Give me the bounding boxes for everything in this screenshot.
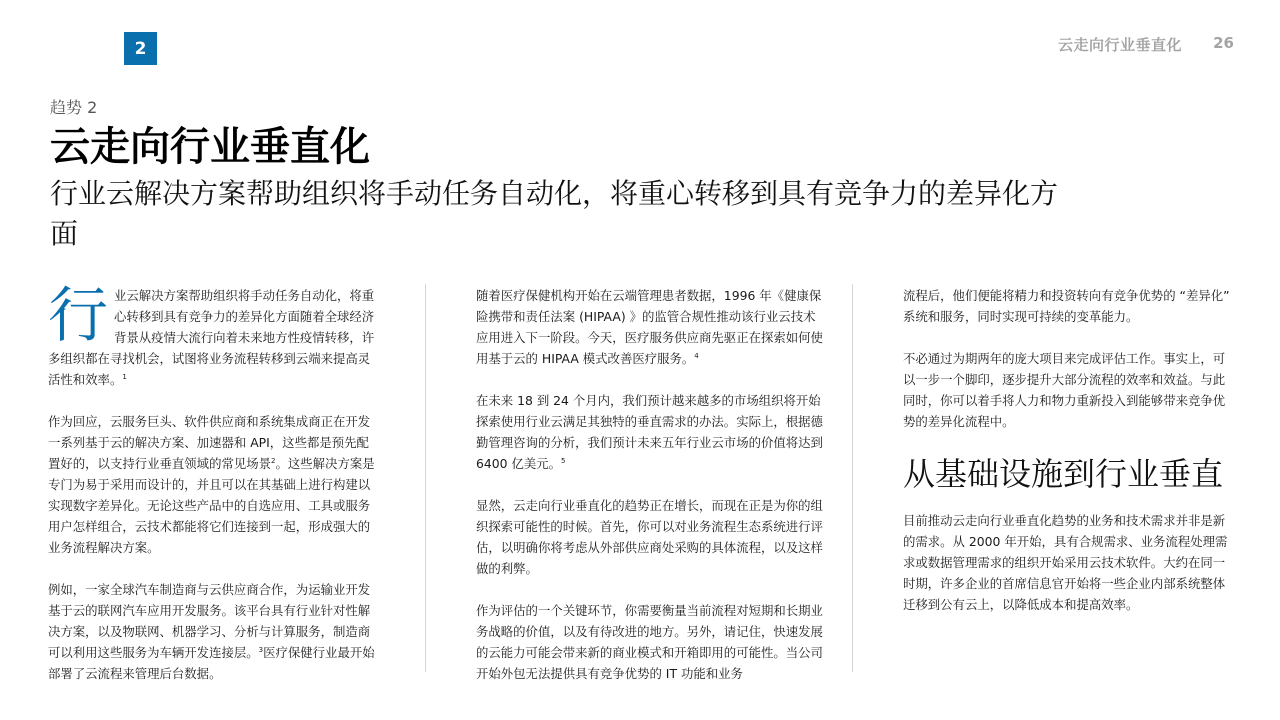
- paragraph: 目前推动云走向行业垂直化趋势的业务和技术需求并非是新的需求。从 2000 年开始，具有合规需求、业务流程处理需求或数据管理需求的组织开始采用云技术软件。大约在同一时期，许多企业的首席信息官开始将一些企业内部系统整体迁移到公有云上，以降低成本和提高效率。: [903, 513, 1228, 612]
- footnote-ref: 4: [694, 351, 699, 360]
- paragraph: [476, 390, 826, 474]
- text-column-3: [903, 285, 1231, 636]
- paragraph-text: 在未来 18 到 24 个月内，我们预计越来越多的市场组织将开始探索使用行业云满足其独特的垂直需求的办法。实际上，根据德勤管理咨询的分析，我们预计未来五年行业云市场的价值将达到 6400 亿美元。: [476, 393, 823, 471]
- paragraph-text: 业云解决方案帮助组织将手动任务自动化，将重心转移到具有竞争力的差异化方面随着全球经济背景从疫情大流行向着未来地方性疫情转移，许多组织都在寻找机会，试图将业务流程转移到云端来提高灵活性和效率。: [48, 288, 375, 387]
- paragraph-text: 。这些解决方案是专门为易于采用而设计的，并且可以在其基础上进行构建以实现数字差异化。无论这些产品中的自选应用、工具或服务用户怎样组合，云技术都能将它们连接到一起，形成强大的业务流程解决方案。: [48, 456, 375, 555]
- paragraph: 不必通过为期两年的庞大项目来完成评估工作。事实上，可以一步一个脚印，逐步提升大部分流程的效率和效益。与此同时，你可以着手将人力和物力重新投入到能够带来竞争优势的差异化流程中。: [903, 351, 1226, 429]
- page-subtitle: 行业云解决方案帮助组织将手动任务自动化，将重心转移到具有竞争力的差异化方面: [50, 177, 1059, 250]
- footnote-ref: 1: [122, 372, 127, 381]
- text-column-1: [48, 281, 378, 705]
- running-header-title: 云走向行业垂直化: [1057, 36, 1182, 54]
- footnote-ref: 2: [271, 456, 276, 465]
- paragraph-text: 医疗保健行业最开始部署了云流程来管理后台数据。: [48, 645, 375, 681]
- paragraph-text: 作为回应，云服务巨头、软件供应商和系统集成商正在开发一系列基于云的解决方案、加速器和 API，这些都是预先配置好的，以支持行业垂直领域的常见场景: [48, 414, 371, 471]
- paragraph: 作为评估的一个关键环节，你需要衡量当前流程对短期和长期业务战略的价值，以及有待改进的地方。另外，请记住，快速发展的云能力可能会带来新的商业模式和开箱即用的可能性。当公司开始外包无法提供具有竞争优势的 IT 功能和业务: [476, 603, 823, 681]
- paragraph-text: 随着医疗保健机构开始在云端管理患者数据，1996 年《健康保险携带和责任法案 (HIPAA) 》的监管合规性推动该行业云技术应用进入下一阶段。今天，医疗服务供应商先驱正在探索如何使用基于云的 HIPAA 模式改善医疗服务。: [476, 288, 823, 366]
- column-divider: [852, 284, 853, 672]
- column-divider: [425, 284, 426, 672]
- paragraph: [48, 579, 378, 684]
- footnote-ref: 5: [561, 456, 566, 465]
- paragraph-text: 例如，一家全球汽车制造商与云供应商合作，为运输业开发基于云的联网汽车应用开发服务。该平台具有行业针对性解决方案，以及物联网、机器学习、分析与计算服务，制造商可以利用这些服务为车辆开发连接层。: [48, 582, 371, 660]
- page-title: 云走向行业垂直化: [50, 124, 370, 170]
- page-number: 26: [1213, 34, 1234, 52]
- drop-cap: 行: [48, 281, 108, 351]
- chapter-badge: 2: [124, 32, 157, 65]
- paragraph: [48, 411, 378, 558]
- section-heading: 从基础设施到行业垂直: [903, 455, 1224, 493]
- trend-label: 趋势 2: [50, 98, 98, 117]
- paragraph: 显然，云走向行业垂直化的趋势正在增长，而现在正是为你的组织探索可能性的时候。首先，你可以对业务流程生态系统进行评估，以明确你将考虑从外部供应商处采购的具体流程，以及这样做的利弊。: [476, 498, 823, 576]
- footnote-ref: 3: [258, 645, 264, 654]
- text-column-2: [476, 285, 826, 705]
- paragraph: [48, 281, 378, 390]
- paragraph: [476, 285, 826, 369]
- paragraph: 流程后，他们便能将精力和投资转向有竞争优势的 “差异化” 系统和服务，同时实现可持续的变革能力。: [903, 288, 1230, 324]
